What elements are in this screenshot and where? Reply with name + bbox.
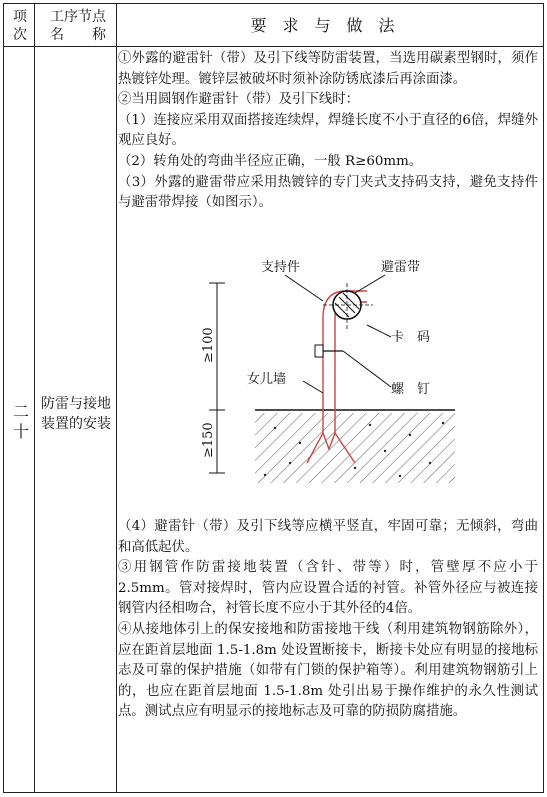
paragraph: ①外露的避雷针（带）及引下线等防雷装置，当选用碳素型钢时，须作热镀锌处理。镀锌层被破坏时须补涂防锈底漆后再涂面漆。: [118, 51, 538, 87]
row-index: [8, 402, 34, 442]
paragraph: （1）连接应采用双面搭接连续焊，焊缝长度不小于直径的6倍，焊缝外观应良好。: [118, 112, 538, 149]
label-lightning-strip: 避雷带: [381, 260, 421, 275]
header-node-name-line2: 名 称: [50, 27, 106, 43]
header-index: 项次: [13, 9, 27, 43]
lightning-strip-support-diagram: [195, 253, 460, 508]
row-node-name: 防雷与接地装置的安装: [41, 396, 111, 432]
paragraph: ④从接地体引上的保安接地和防雷接地干线（利用建筑物钢筋除外），应在距首层地面 1.5-1.8m 处设置断接卡，断接卡处应有明显的接地标志及可靠的保护措施（如带有门锁的保护箱等）。利用建筑物钢筋引上的，也应在距首层地面 1.5-1.8m 处引出易于操作维护的永久性测试点。测试点应有明显示的接地标志及可靠的防损防腐措施。: [118, 621, 538, 720]
paragraph: （3）外露的避雷带应采用热镀锌的专门夹式支持码支持，避免支持件与避雷带焊接（如图示）。: [118, 174, 538, 211]
header-divider: [4, 46, 543, 47]
label-support: 支持件: [261, 260, 301, 275]
paragraph: ②当用圆钢作避雷针（带）及引下线时：: [118, 92, 360, 108]
column-divider: [34, 4, 35, 792]
column-divider: [116, 4, 117, 792]
label-clamp: 卡 码: [391, 330, 431, 345]
screw-head: [315, 345, 323, 357]
requirements-top: [118, 49, 538, 214]
label-screw: 螺 钉: [391, 382, 431, 397]
label-parapet: 女儿墙: [247, 372, 287, 387]
dim-label-top: ≥100: [201, 327, 216, 363]
requirements-bottom: [118, 517, 538, 723]
paragraph: ③用钢管作防雷接地装置（含针、带等）时，管壁厚不应小于2.5mm。管对接焊时，管内应设置合适的衬管。补管外径应与被连接钢管内径相吻合，衬管长度不应小于其外径的4倍。: [118, 560, 538, 617]
paragraph: （4）避雷针（带）及引下线等应横平竖直，牢固可靠；无倾斜，弯曲和高低起伏。: [118, 519, 538, 555]
header-requirements: 要求与做法: [250, 16, 411, 35]
row-index-text: 二十: [13, 402, 30, 441]
parapet-body: [255, 413, 455, 483]
header-node-name-line1: 工序节点: [50, 9, 106, 25]
header-node-name: [40, 8, 116, 44]
paragraph: （2）转角处的弯曲半径应正确，一般 R≥60mm。: [118, 153, 423, 169]
dim-label-bottom: ≥150: [201, 422, 216, 458]
